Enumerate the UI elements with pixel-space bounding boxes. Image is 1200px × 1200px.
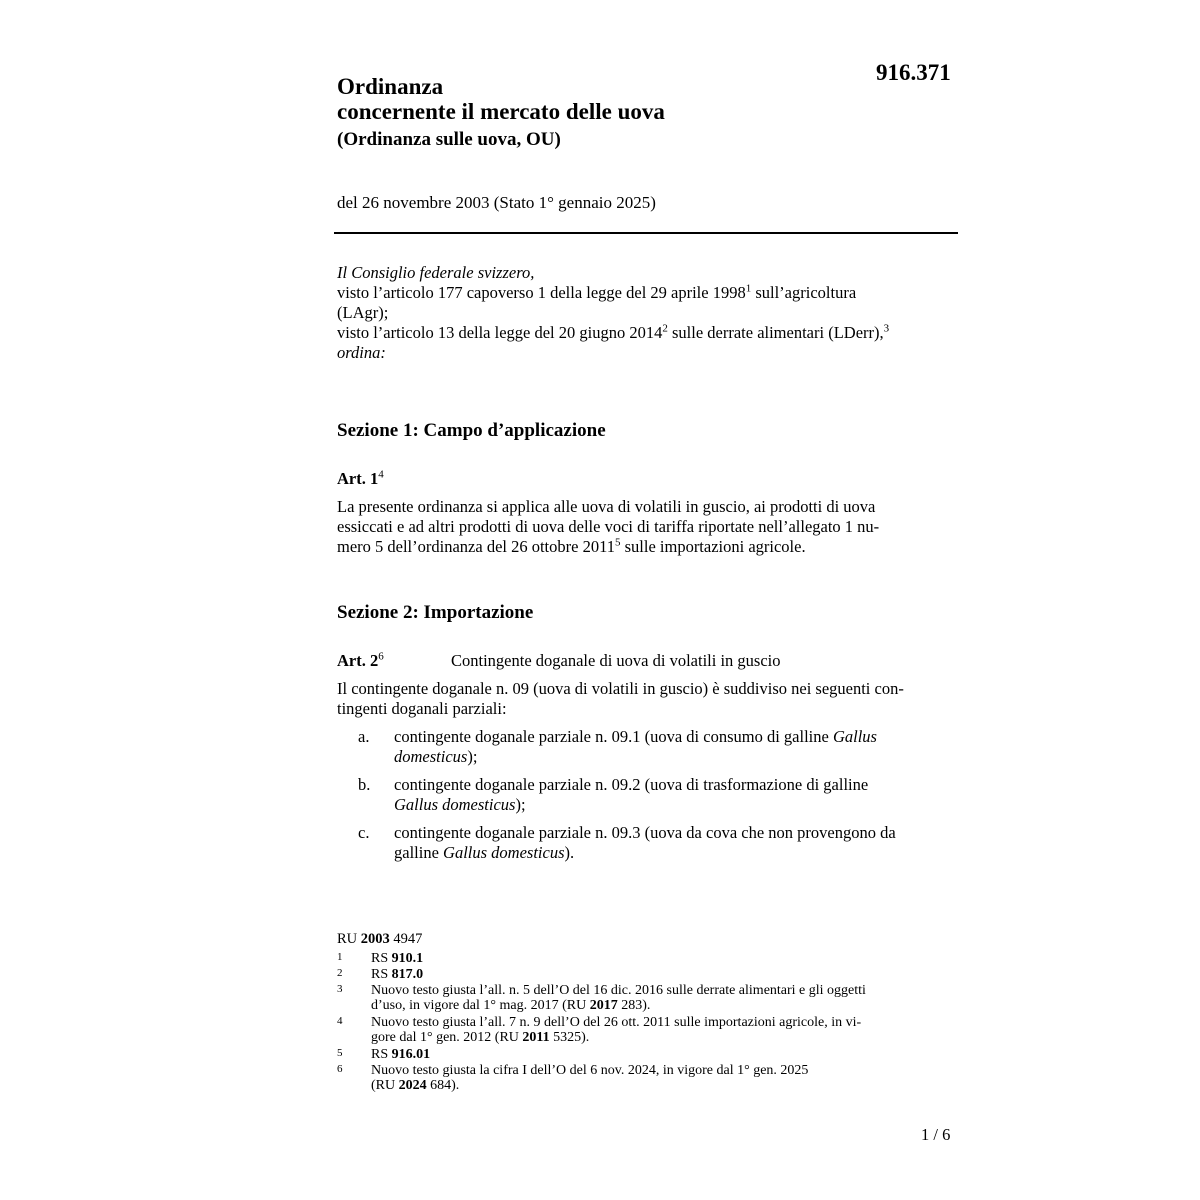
section-1-heading: Sezione 1: Campo d’applicazione <box>337 420 606 441</box>
page-number: 1 / 6 <box>921 1125 951 1144</box>
preamble-visto-1-cont: (LAgr); <box>337 303 389 322</box>
fn-3-line-2-pre: d’uso, in vigore dal 1° mag. 2017 (RU <box>371 998 590 1013</box>
item-c-line-2-pre: galline <box>394 843 444 862</box>
fn-3-line-1: Nuovo testo giusta l’all. n. 5 dell’O del 16 dic. 2016 sulle derrate alimentari e gli oggetti <box>371 983 866 998</box>
preamble-visto-2 <box>337 323 954 343</box>
ru-year: 2003 <box>360 931 390 947</box>
item-b-line-2-italic: Gallus domesticus <box>394 795 516 814</box>
item-c-line-2: ). <box>564 843 575 862</box>
fn-3-line-2-bold: 2017 <box>589 998 618 1013</box>
title-line-1: Ordinanza <box>337 74 444 99</box>
footnote-ref-3[interactable]: 3 <box>883 322 890 335</box>
art-1-line-1: La presente ordinanza si applica alle uova di volatili in guscio, ai prodotti di uova <box>337 497 876 516</box>
item-c-line-1: contingente doganale parziale n. 09.3 (uova da cova che non provengono da <box>394 823 896 842</box>
preamble-ordina: ordina: <box>337 343 386 362</box>
fn-3-line-2-post: 283). <box>617 998 651 1013</box>
preamble-visto-1 <box>337 283 954 303</box>
title-line-2: concernente il mercato delle uova <box>337 99 665 124</box>
fn-4-line-1: Nuovo testo giusta l’all. 7 n. 9 dell’O del 26 ott. 2011 sulle importazioni agricole, in vi- <box>371 1015 862 1030</box>
fn-1-bold: 910.1 <box>391 951 424 966</box>
document-date: del 26 novembre 2003 (Stato 1° gennaio 2025) <box>337 193 656 212</box>
art-1-label-text: Art. 1 <box>337 469 379 488</box>
item-c-line-2-italic: Gallus domesticus <box>443 843 565 862</box>
article-2-intro <box>337 679 954 719</box>
art-1-line-3b: sulle importazioni agricole. <box>620 537 806 556</box>
list-item-label: c. <box>358 823 370 842</box>
footnote-ref-1[interactable]: 1 <box>745 282 752 295</box>
fn-6-line-2-post: 684). <box>426 1078 460 1093</box>
item-a-line-2: ); <box>467 747 478 766</box>
visto-1-text-b: sull’agricoltura <box>751 283 857 302</box>
footnote-number: 5 <box>337 1047 343 1059</box>
fn-5-bold: 916.01 <box>391 1047 431 1062</box>
article-2-label <box>337 651 384 671</box>
article-1-text <box>337 497 954 557</box>
footnote-ref-4[interactable]: 4 <box>378 468 384 481</box>
document-title <box>337 74 665 124</box>
footnote-number: 1 <box>337 951 343 963</box>
sr-number: 916.371 <box>876 60 951 85</box>
art-2-intro-line-1: Il contingente doganale n. 09 (uova di volatili in guscio) è suddiviso nei seguenti con- <box>337 679 904 698</box>
footnote-ref-6[interactable]: 6 <box>378 650 384 663</box>
visto-2-text: visto l’articolo 13 della legge del 20 giugno 2014 <box>337 323 663 342</box>
art-1-line-2: essiccati e ad altri prodotti di uova delle voci di tariffa riportate nell’allegato 1 nu- <box>337 517 880 536</box>
article-1-label <box>337 469 384 489</box>
list-item-text <box>394 775 954 815</box>
fn-6-line-1: Nuovo testo giusta la cifra I dell’O del 6 nov. 2024, in vigore dal 1° gen. 2025 <box>371 1063 809 1078</box>
art-1-line-3 <box>337 537 954 557</box>
art-2-label-text: Art. 2 <box>337 651 379 670</box>
art-2-intro-line-2: tingenti doganali parziali: <box>337 699 507 718</box>
footnote-ref-2[interactable]: 2 <box>662 322 668 335</box>
list-item-text <box>394 727 954 767</box>
art-1-line-3a: mero 5 dell’ordinanza del 26 ottobre 2011 <box>337 537 615 556</box>
item-a-line-1-italic: Gallus <box>832 727 877 746</box>
fn-5-pre: RS <box>371 1047 392 1062</box>
header-rule <box>334 232 958 234</box>
ru-reference <box>337 931 422 948</box>
list-item-label: b. <box>358 775 371 794</box>
preamble <box>337 263 954 363</box>
fn-6-line-2-pre: (RU <box>371 1078 399 1093</box>
visto-1-text: visto l’articolo 177 capoverso 1 della legge del 29 aprile 1998 <box>337 283 746 302</box>
footnote-number: 6 <box>337 1063 343 1075</box>
list-item-text <box>394 823 954 863</box>
document-subtitle: (Ordinanza sulle uova, OU) <box>337 129 561 150</box>
footnote-ref-5[interactable]: 5 <box>614 536 621 549</box>
visto-2-text-b: sulle derrate alimentari (LDerr), <box>667 323 884 342</box>
footnote-number: 4 <box>337 1015 343 1027</box>
footnote-number: 2 <box>337 967 343 979</box>
fn-2-pre: RS <box>371 967 392 982</box>
fn-6-line-2-bold: 2024 <box>398 1078 427 1093</box>
fn-2-bold: 817.0 <box>391 967 424 982</box>
item-a-line-1: contingente doganale parziale n. 09.1 (uova di consumo di galline <box>394 727 833 746</box>
fn-4-line-2-post: 5325). <box>549 1030 590 1045</box>
ru-page: 4947 <box>389 931 423 947</box>
item-a-line-2-italic: domesticus <box>394 747 468 766</box>
fn-4-line-2-bold: 2011 <box>522 1030 550 1045</box>
article-2-title: Contingente doganale di uova di volatili in guscio <box>451 651 781 670</box>
fn-1-pre: RS <box>371 951 392 966</box>
list-item-label: a. <box>358 727 370 746</box>
item-b-line-1: contingente doganale parziale n. 09.2 (uova di trasformazione di galline <box>394 775 869 794</box>
ru-prefix: RU <box>337 931 361 947</box>
item-b-line-2: ); <box>515 795 526 814</box>
section-2-heading: Sezione 2: Importazione <box>337 602 534 623</box>
footnote-number: 3 <box>337 983 343 995</box>
fn-4-line-2-pre: gore dal 1° gen. 2012 (RU <box>371 1030 523 1045</box>
preamble-council: Il Consiglio federale svizzero, <box>337 263 535 282</box>
